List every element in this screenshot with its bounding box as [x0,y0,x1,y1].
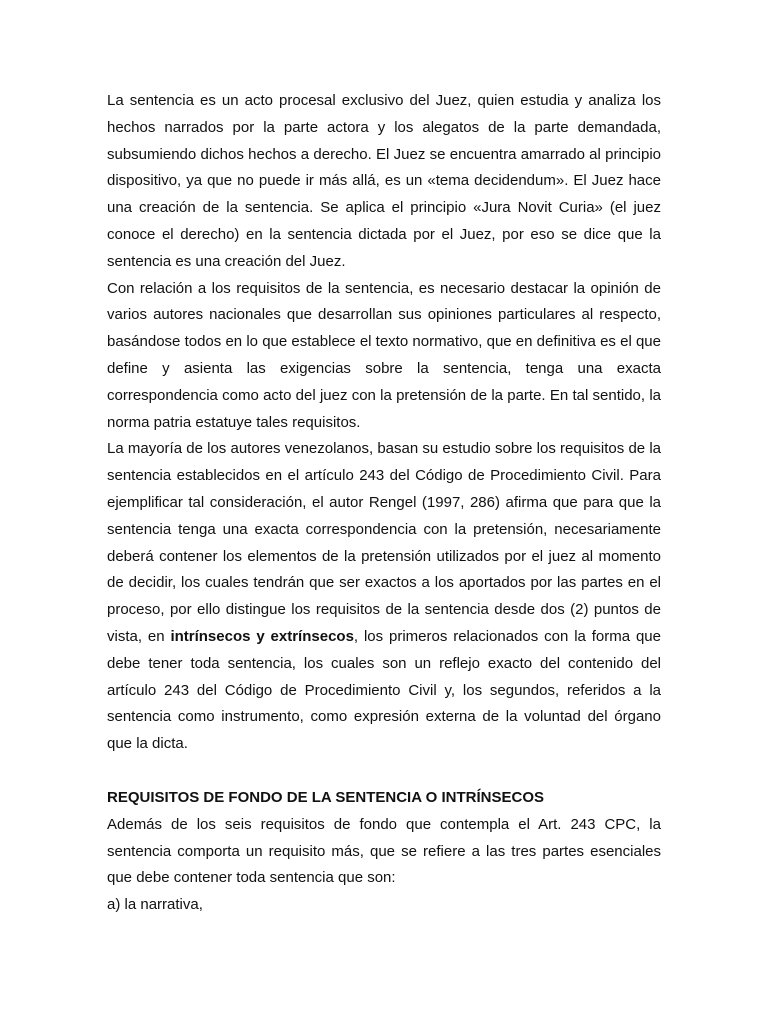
paragraph-text-before: La mayoría de los autores venezolanos, basan su estudio sobre los requisitos de la sentencia establecidos en el artículo 243 del Código de Procedimiento Civil. Para ejemplificar tal consideración, el autor Rengel (1997, 286) afirma que para que la sentencia tenga una exacta correspondencia con la pretensión, necesariamente deberá contener los elementos de la pretensión utilizados por el juez al momento de decidir, los cuales tendrán que ser exactos a los aportados por las partes en el proceso, por ello distingue los requisitos de la sentencia desde dos (2) puntos de vista, en [107,440,661,645]
paragraph-requisitos-relacion: Con relación a los requisitos de la sentencia, es necesario destacar la opinión de varios autores nacionales que desarrollan sus opiniones particulares al respecto, basándose todos en lo que establece el texto normativo, que en definitiva es el que define y asienta las exigencias sobre la sentencia, tenga una exacta correspondencia como acto del juez con la pretensión de la parte. En tal sentido, la norma patria estatuye tales requisitos. [107,279,661,431]
bold-term-intrinsecos-extrinsecos: intrínsecos y extrínsecos [170,627,354,645]
document-page [107,88,661,919]
section-heading: REQUISITOS DE FONDO DE LA SENTENCIA O INTRÍNSECOS [107,788,544,806]
paragraph-requisitos-fondo: Además de los seis requisitos de fondo que contempla el Art. 243 CPC, la sentencia comporta un requisito más, que se refiere a las tres partes esenciales que debe contener toda sentencia que son: [107,815,661,887]
list-item-narrativa: a) la narrativa, [107,896,203,914]
paragraph-autores-venezolanos [107,436,661,758]
paragraph-sentencia-definicion: La sentencia es un acto procesal exclusivo del Juez, quien estudia y analiza los hechos narrados por la parte actora y los alegatos de la parte demandada, subsumiendo dichos hechos a derecho. El Juez se encuentra amarrado al principio dispositivo, ya que no puede ir más allá, es un «tema decidendum». El Juez hace una creación de la sentencia. Se aplica el principio «Jura Novit Curia» (el juez conoce el derecho) en la sentencia dictada por el Juez, por eso se dice que la sentencia es una creación del Juez. [107,92,661,270]
paragraph-text-after: , los primeros relacionados con la forma que debe tener toda sentencia, los cuales son un reflejo exacto del contenido del artículo 243 del Código de Procedimiento Civil y, los segundos, referidos a la sentencia como instrumento, como expresión externa de la voluntad del órgano que la dicta. [107,627,661,753]
